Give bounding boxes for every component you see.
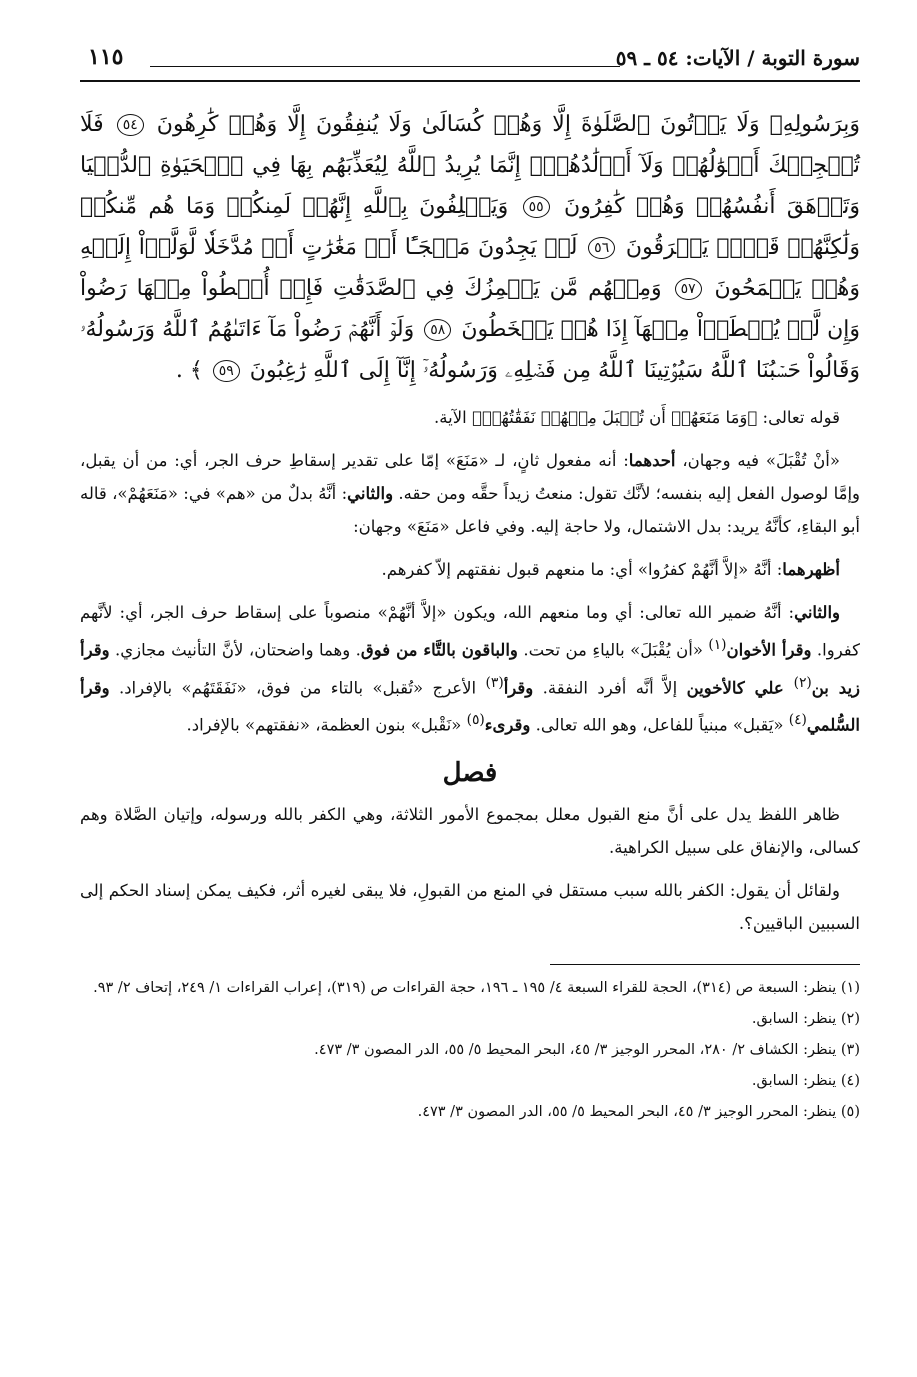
tafsir-paragraph (80, 401, 860, 434)
footnote: (١) ينظر: السبعة ص (٣١٤)، الحجة للقراء السبعة ٤/ ١٩٥ ـ ١٩٦، حجة القراءات ص (٣١٩)، إعراب القراءات ١/ ٢٤٩، إتحاف ٢/ ٩٣. (93, 979, 860, 996)
footnote-ref: (٣) (485, 674, 504, 691)
quran-verses (80, 104, 860, 391)
ayah-number-marker: ٥٧ (675, 278, 702, 300)
ayah-number-marker: ٥٩ (213, 360, 240, 382)
section-heading: فصل (442, 757, 498, 788)
paragraph-text: «أن يُقْبَلَ» بالياءِ من تحت. (517, 640, 709, 660)
footnote-ref: (٤) (788, 712, 807, 728)
bold-term: وقرأ الأخوان (726, 640, 812, 660)
ayah-number-marker: ٥٦ (588, 237, 615, 259)
footnote: (٥) ينظر: المحرر الوجيز ٣/ ٤٥، البحر المحيط ٥/ ٥٥، الدر المصون ٣/ ٤٧٣. (417, 1103, 860, 1120)
footnote: (٣) ينظر: الكشاف ٢/ ٢٨٠، المحرر الوجيز ٣/ ٤٥، البحر المحيط ٥/ ٥٥، الدر المصون ٣/ ٤٧٣. (314, 1041, 860, 1058)
verse-text: وَمِنۡهُم مَّن يَلۡمِزُكَ فِي ٱلصَّدَقَٰتِ فَإِنۡ أُعۡطُواْ مِنۡهَا رَضُواْ وَإِن لَّمۡ يُعۡطَوۡاْ مِنۡهَآ إِذَا هُمۡ يَسۡخَطُونَ (80, 276, 860, 342)
verse-text: لَوۡ يَجِدُونَ مَلۡجَـًٔا أَوۡ مَغَٰرَٰتٍ أَوۡ مُدَّخَلٗا لَّوَلَّوۡاْ إِلَيۡهِ وَهُمۡ يَجۡمَحُونَ (80, 235, 860, 301)
bold-term: أحدهما (628, 451, 676, 470)
running-header (80, 40, 860, 82)
ayah-number-marker: ٥٨ (424, 319, 451, 341)
paragraph-text: ولقائل أن يقول: الكفر بالله سبب مستقل في المنع من القبولِ، فلا يبقى لغيره أثر، فكيف يمكن إسناد الحكم إلى السببين الباقيين؟. (80, 880, 860, 933)
footnote-separator (550, 964, 860, 965)
bold-term: وقرىء (484, 715, 531, 735)
footnote: (٤) ينظر: السابق. (751, 1072, 860, 1089)
paragraph-text: . وهما واضحتان، لأنَّ التأنيث مجازي. (109, 640, 361, 660)
paragraph-text: «أنْ تُقْبَلَ» فيه وجهان، (675, 451, 840, 470)
paragraph-text: «نَقْبل» بنون العظمة، «نفقتهم» بالإفراد. (186, 715, 467, 735)
ayah-number-marker: ٥٥ (523, 196, 550, 218)
bold-term: والباقون بالتَّاء من فوق (360, 640, 518, 660)
bold-term: والثاني (347, 484, 394, 503)
tafsir-paragraph (80, 444, 860, 543)
bold-term: وقرأ زيد بن (80, 640, 861, 697)
paragraph-text: : أنَّهُ «إلاَّ أنَّهُمْ كفرُوا» أي: ما منعهم قبول نفقتهم إلاّ كفرهم. (381, 560, 783, 579)
bold-term: علي كالأخوين (686, 678, 794, 697)
tafsir-paragraph (80, 798, 860, 864)
surah-title: سورة التوبة / الآيات: ٥٤ ـ ٥٩ (615, 46, 860, 70)
footnotes (80, 975, 860, 1126)
verse-text: وَيَحۡلِفُونَ بِٱللَّهِ إِنَّهُمۡ لَمِنكُمۡ وَمَا هُم مِّنكُمۡ وَلَٰكِنَّهُمۡ قَوۡمٞ يَفۡرَقُونَ (80, 194, 860, 260)
tafsir-paragraph (80, 553, 860, 586)
footnote-ref: (٢) (793, 674, 812, 691)
tafsir-paragraph (80, 874, 860, 940)
paragraph-text: : أنَّهُ ضمير الله تعالى: أي وما منعهم الله، ويكون «إلاَّ أنَّهُمْ» منصوباً على إسقاط حرف الجر، أي: لأنَّهم كفروا. (80, 603, 861, 660)
paragraph-text: : أنه مفعول ثانٍ، لـ «مَنَعَ» إمّا على تقدير إسقاطِ حرف الجر، أي: من أن يقبل، وإمَّا لوصول الفعل إليه بنفسه؛ لأنَّك تقول: منعتُ زيداً حقَّه ومن حقه. (80, 451, 861, 503)
footnote: (٢) ينظر: السابق. (751, 1010, 860, 1027)
paragraph-text: : أنَّهُ بدلٌ من «هم» في: «مَنَعَهُمْ»، قاله أبو البقاءِ، كأنَّهُ يريد: بدل الاشتمال، ولا حاجة إليه. وفي فاعل «مَنَعَ» وجهان: (80, 484, 860, 536)
footnote-ref: (٥) (466, 712, 485, 728)
verse-text: فَلَا تُعۡجِبۡكَ أَمۡوَٰلُهُمۡ وَلَآ أَوۡلَٰدُهُمۡۚ إِنَّمَا يُرِيدُ ٱللَّهُ لِيُعَذِّبَهُم بِهَا فِي ٱلۡحَيَوٰةِ ٱلدُّنۡيَا وَتَزۡهَقَ أَنفُسُهُمۡ وَهُمۡ كَٰفِرُونَ (80, 112, 860, 219)
ayah-number-marker: ٥٤ (117, 114, 144, 136)
bold-term: وقرأ (503, 678, 534, 697)
tafsir-paragraph (80, 596, 860, 742)
bold-term: والثاني (794, 603, 840, 622)
bold-term: أظهرهما (782, 560, 840, 579)
footnote-ref: (١) (708, 637, 727, 653)
header-rule (150, 66, 620, 67)
paragraph-text: ظاهر اللفظ يدل على أنَّ منع القبول معلل بمجموع الأمور الثلاثة، وهي الكفر بالله ورسوله، وإتيان الصَّلاة وهم كسالى، والإنفاق على سبيل الكراهية. (80, 804, 860, 857)
verse-close: ﴾ . (175, 358, 203, 383)
book-page (80, 40, 860, 1360)
verse-text: وَبِرَسُولِهِۦ وَلَا يَأۡتُونَ ٱلصَّلَوٰةَ إِلَّا وَهُمۡ كُسَالَىٰ وَلَا يُنفِقُونَ إِلَّا وَهُمۡ كَٰرِهُونَ (156, 112, 860, 137)
page-number: ١١٥ (88, 44, 124, 70)
paragraph-text: قوله تعالى: ﴿وَمَا مَنَعَهُمۡ أَن تُقۡبَلَ مِنۡهُمۡ نَفَقَٰتُهُمۡ﴾ الآية. (434, 408, 840, 427)
verse-text: وَلَوۡ أَنَّهُمۡ رَضُواْ مَآ ءَاتَىٰهُمُ ٱللَّهُ وَرَسُولُهُۥ وَقَالُواْ حَسۡبُنَا ٱللَّهُ سَيُؤۡتِينَا ٱللَّهُ مِن فَضۡلِهِۦ وَرَسُولُهُۥٓ إِنَّآ إِلَى ٱللَّهِ رَٰغِبُونَ (80, 317, 860, 383)
paragraph-text: الأعرج «تُقبل» بالتاء من فوق، «نَفَقَتَهُم» بالإفراد. (109, 678, 486, 697)
paragraph-text: إلاَّ أنَّه أفرد النفقة. (533, 678, 687, 697)
bold-term: وقرأ السُّلمي (80, 678, 860, 735)
paragraph-text: «يَقبل» مبنياً للفاعل، وهو الله تعالى. (530, 715, 789, 735)
